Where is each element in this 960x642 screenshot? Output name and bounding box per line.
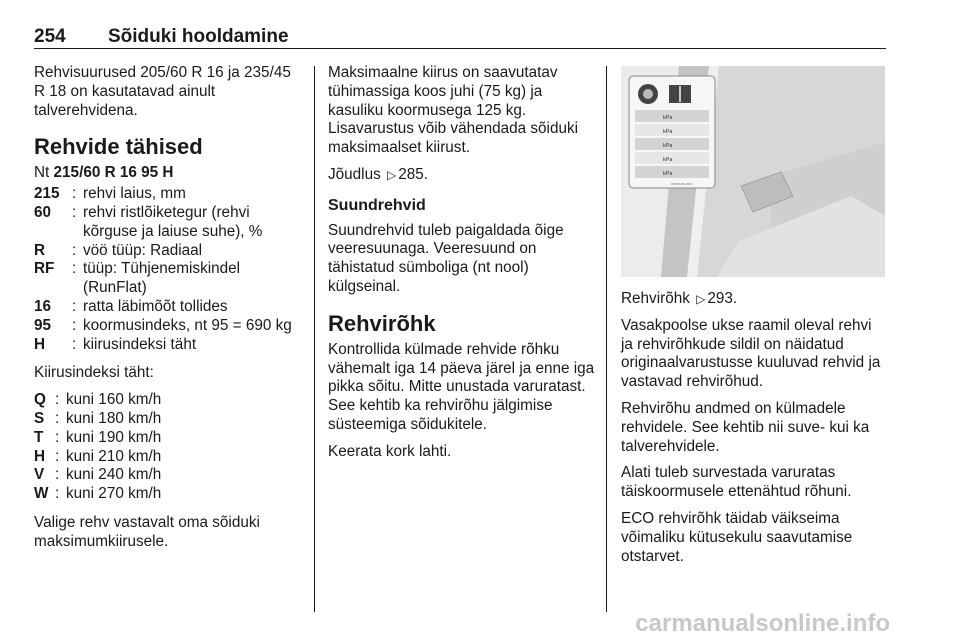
tire-designations-heading: Rehvide tähised	[34, 134, 203, 160]
designation-row-separator: :	[72, 203, 77, 221]
label-unit-3: kPa	[663, 143, 673, 149]
speed-index-list	[34, 391, 304, 504]
speed-index-row-value: kuni 180 km/h	[66, 409, 162, 427]
designation-row	[34, 242, 304, 261]
speed-index-row-key: Q	[34, 391, 46, 409]
page-header	[34, 26, 886, 49]
speed-index-row-key: H	[34, 447, 46, 465]
caption-ref-page: 293.	[707, 290, 738, 307]
designation-row-key: 60	[34, 203, 52, 221]
speed-index-row-value: kuni 190 km/h	[66, 428, 162, 446]
label-location-paragraph: Vasakpoolse ukse raamil oleval rehvi ja rehvirõhkude sildil on näidatud originaalvarustusse kuuluvad rehvid ja vastavad rehvirõhud.	[621, 316, 881, 391]
tire-pressure-heading: Rehvirõhk	[328, 310, 436, 336]
tire-pressure-paragraph: Kontrollida külmade rehvide rõhku vähemalt iga 14 päeva järel ja enne iga pikka sõitu. Mitte unustada varuratast. See kehtib ka rehvirõhu jälgimise süsteemiga sõidukitele.	[328, 340, 595, 433]
speed-index-row-value: kuni 160 km/h	[66, 391, 162, 409]
designation-list	[34, 185, 304, 354]
cold-tires-paragraph: Rehvirõhu andmed on külmadele rehvidele. See kehtib nii suve- kui ka talverehvidele.	[621, 399, 870, 455]
designation-row-value: rehvi ristlõiketegur (rehvi kõrguse ja laiuse suhe), %	[83, 203, 263, 240]
designation-row	[34, 260, 304, 298]
designation-row-value: tüüp: Tühjenemiskindel (RunFlat)	[83, 260, 241, 297]
designation-row-key: R	[34, 241, 46, 259]
tire-pressure-label-illustration	[621, 66, 885, 277]
performance-ref: Jõudlus ▷ 285.	[328, 165, 428, 183]
max-speed-paragraph: Maksimaalne kiirus on saavutatav tühimassiga koos juhi (75 kg) ja kasuliku koormusega 125 kg. Lisavarustus võib vähendada sõiduki maksimaalset kiirust.	[328, 64, 579, 157]
designation-row	[34, 185, 304, 204]
speed-index-row-separator: :	[55, 447, 60, 465]
door-frame-illustration	[621, 66, 885, 277]
designation-row-separator: :	[72, 260, 77, 278]
designation-row-key: 16	[34, 297, 52, 315]
page-ref-icon: ▷	[386, 167, 397, 182]
watermark: carmanualsonline.info	[635, 610, 890, 637]
speed-index-row-value: kuni 240 km/h	[66, 466, 162, 484]
column-3	[621, 290, 887, 574]
designation-row-value: kiirusindeksi täht	[83, 335, 197, 353]
closing-paragraph: Valige rehv vastavalt oma sõiduki maksimumkiirusele.	[34, 513, 260, 550]
designation-row-key: RF	[34, 260, 55, 278]
intro-paragraph: Rehvisuurused 205/60 R 16 ja 235/45 R 18 on kasutatavad ainult talverehvidena.	[34, 64, 291, 119]
speed-index-row-separator: :	[55, 409, 60, 427]
label-unit-1: kPa	[663, 115, 673, 121]
designation-row	[34, 204, 304, 242]
label-unit-2: kPa	[663, 129, 673, 135]
designation-row-separator: :	[72, 335, 77, 353]
designation-row-key: H	[34, 335, 46, 353]
label-unit-5: kPa	[663, 171, 673, 177]
designation-row-value: koormusindeks, nt 95 = 690 kg	[83, 316, 292, 334]
column-1	[34, 64, 304, 560]
column-divider-1	[314, 66, 315, 612]
performance-ref-page: 285.	[398, 165, 428, 183]
page-ref-icon: ▷	[696, 292, 706, 306]
example-line: Nt 215/60 R 16 95 H	[34, 164, 174, 182]
speed-index-row	[34, 485, 304, 504]
directional-tires-heading: Suundrehvid	[328, 196, 426, 214]
speed-index-row-separator: :	[55, 391, 60, 409]
designation-row-separator: :	[72, 297, 77, 315]
page-number: 254	[34, 26, 66, 47]
page-title: Sõiduki hooldamine	[108, 26, 289, 47]
speed-index-row-separator: :	[55, 485, 60, 503]
speed-index-row	[34, 448, 304, 467]
designation-row	[34, 336, 304, 355]
designation-row-value: vöö tüüp: Radiaal	[83, 241, 203, 259]
designation-row-separator: :	[72, 316, 77, 334]
column-2	[328, 64, 596, 470]
directional-tires-paragraph: Suundrehvid tuleb paigaldada õige veeresuunaga. Veeresuund on tähistatud sümboliga (nt nool) külgseinal.	[328, 221, 564, 295]
speed-index-row-separator: :	[55, 428, 60, 446]
speed-index-row-value: kuni 270 km/h	[66, 485, 162, 503]
designation-row-separator: :	[72, 185, 77, 203]
designation-row-key: 95	[34, 316, 52, 334]
speed-index-row-key: T	[34, 428, 44, 446]
spare-wheel-paragraph: Alati tuleb survestada varuratas täiskoormusele ettenähtud rõhuni.	[621, 464, 852, 501]
speed-index-row-separator: :	[55, 466, 60, 484]
speed-index-row-value: kuni 210 km/h	[66, 447, 162, 465]
designation-row-value: ratta läbimõõt tollides	[83, 297, 228, 315]
column-divider-2	[606, 66, 607, 612]
example-code: 215/60 R 16 95 H	[53, 164, 174, 182]
cap-paragraph: Keerata kork lahti.	[328, 442, 452, 460]
designation-row-key: 215	[34, 185, 60, 203]
eco-pressure-paragraph: ECO rehvirõhk täidab väikseima võimaliku kütusekulu saavutamise otstarvet.	[621, 509, 853, 565]
designation-row	[34, 298, 304, 317]
figure-caption: Rehvirõhk ▷ 293.	[621, 290, 738, 307]
speed-index-row	[34, 391, 304, 410]
speed-index-row	[34, 466, 304, 485]
speed-intro: Kiirusindeksi täht:	[34, 364, 154, 382]
label-code: xxxxxxx-xxx	[671, 181, 693, 186]
speed-index-row	[34, 429, 304, 448]
speed-index-row-key: W	[34, 485, 49, 503]
designation-row-value: rehvi laius, mm	[83, 185, 186, 203]
speed-index-row-key: S	[34, 409, 45, 427]
speed-index-row	[34, 410, 304, 429]
designation-row	[34, 317, 304, 336]
label-unit-4: kPa	[663, 157, 673, 163]
designation-row-separator: :	[72, 241, 77, 259]
speed-index-row-key: V	[34, 466, 45, 484]
